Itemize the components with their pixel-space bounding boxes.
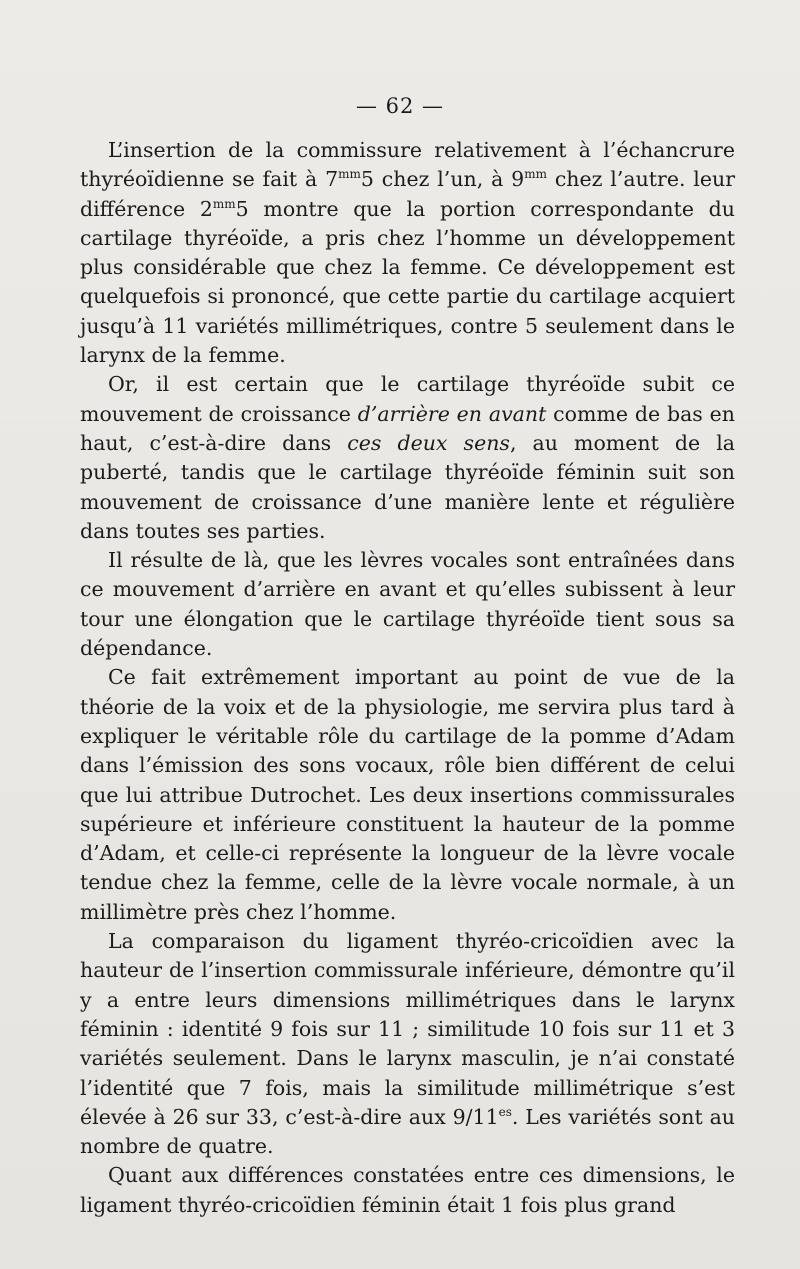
emphasis: d’arrière en avant (357, 401, 547, 426)
text-run: . Les variétés sont au nombre de quatre. (80, 1104, 735, 1159)
superscript: mm (338, 167, 361, 182)
paragraph (80, 546, 735, 663)
superscript: es (498, 1104, 512, 1119)
text-run: Or, il est certain que le cartilage thyréoïde subit ce mouvement de croissance (80, 372, 735, 426)
paragraph (80, 136, 735, 370)
paragraph (80, 927, 735, 1161)
paragraph (80, 1161, 735, 1220)
text-run: Quant aux différences constatées entre ces dimensions, le ligament thyréo-cricoïdien féminin était 1 fois plus grand (80, 1163, 735, 1217)
text-run: Il résulte de là, que les lèvres vocales sont entraînées dans ce mouvement d’arrière en avant et qu’elles subissent à leur tour une élongation que le cartilage thyréoïde tient sous sa dépendance. (80, 548, 735, 661)
text-run: , au moment de la puberté, tandis que le cartilage thyréoïde féminin suit son mouvement de croissance d’une manière lente et régulière dans toutes ses parties. (80, 430, 735, 543)
superscript: mm (212, 196, 236, 211)
page-number: — 62 — (355, 94, 445, 118)
text-run: chez l’autre. leur différence 2 (80, 167, 736, 221)
paragraph (80, 370, 735, 546)
superscript: mm (524, 167, 547, 182)
emphasis: ces deux sens (347, 430, 510, 455)
text-run: La comparaison du ligament thyréo-cricoïdien avec la hauteur de l’insertion commissurale inférieure, démontre qu’il y a entre leurs dimensions millimétriques dans le larynx féminin : identité 9 fois sur 11 ; similitude 10 fois sur 11 et 3 variétés seulement. Dans le larynx masculin, je n’ai constaté l’identité que 7 fois, mais la similitude millimétrique s’est élevée à 26 sur 33, c’est-à-dire aux 9/11 (80, 929, 735, 1129)
text-run: 5 montre que la portion correspondante du cartilage thyréoïde, a pris chez l’homme un développement plus considérable que chez la femme. Ce développement est quelquefois si prononcé, que cette partie du cartilage acquiert jusqu’à 11 variétés millimétriques, contre 5 seulement dans le larynx de la femme. (80, 196, 735, 368)
body-text (80, 136, 735, 1220)
text-run: L’insertion de la commissure relativement à l’échancrure thyréoïdienne se fait à 7 (80, 138, 735, 192)
text-run: comme de bas en haut, c’est-à-dire dans (80, 401, 735, 455)
paragraph (80, 663, 735, 927)
text-run: 5 chez l’un, à 9 (360, 167, 525, 192)
text-run: Ce fait extrêmement important au point de vue de la théorie de la voix et de la physiologie, me servira plus tard à expliquer le véritable rôle du cartilage de la pomme d’Adam dans l’émission des sons vocaux, rôle bien différent de celui que lui attribue Dutrochet. Les deux insertions commissurales supérieure et inférieure constituent la hauteur de la pomme d’Adam, et celle-ci représente la longueur de la lèvre vocale tendue chez la femme, celle de la lèvre vocale normale, à un millimètre près chez l’homme. (80, 665, 735, 924)
